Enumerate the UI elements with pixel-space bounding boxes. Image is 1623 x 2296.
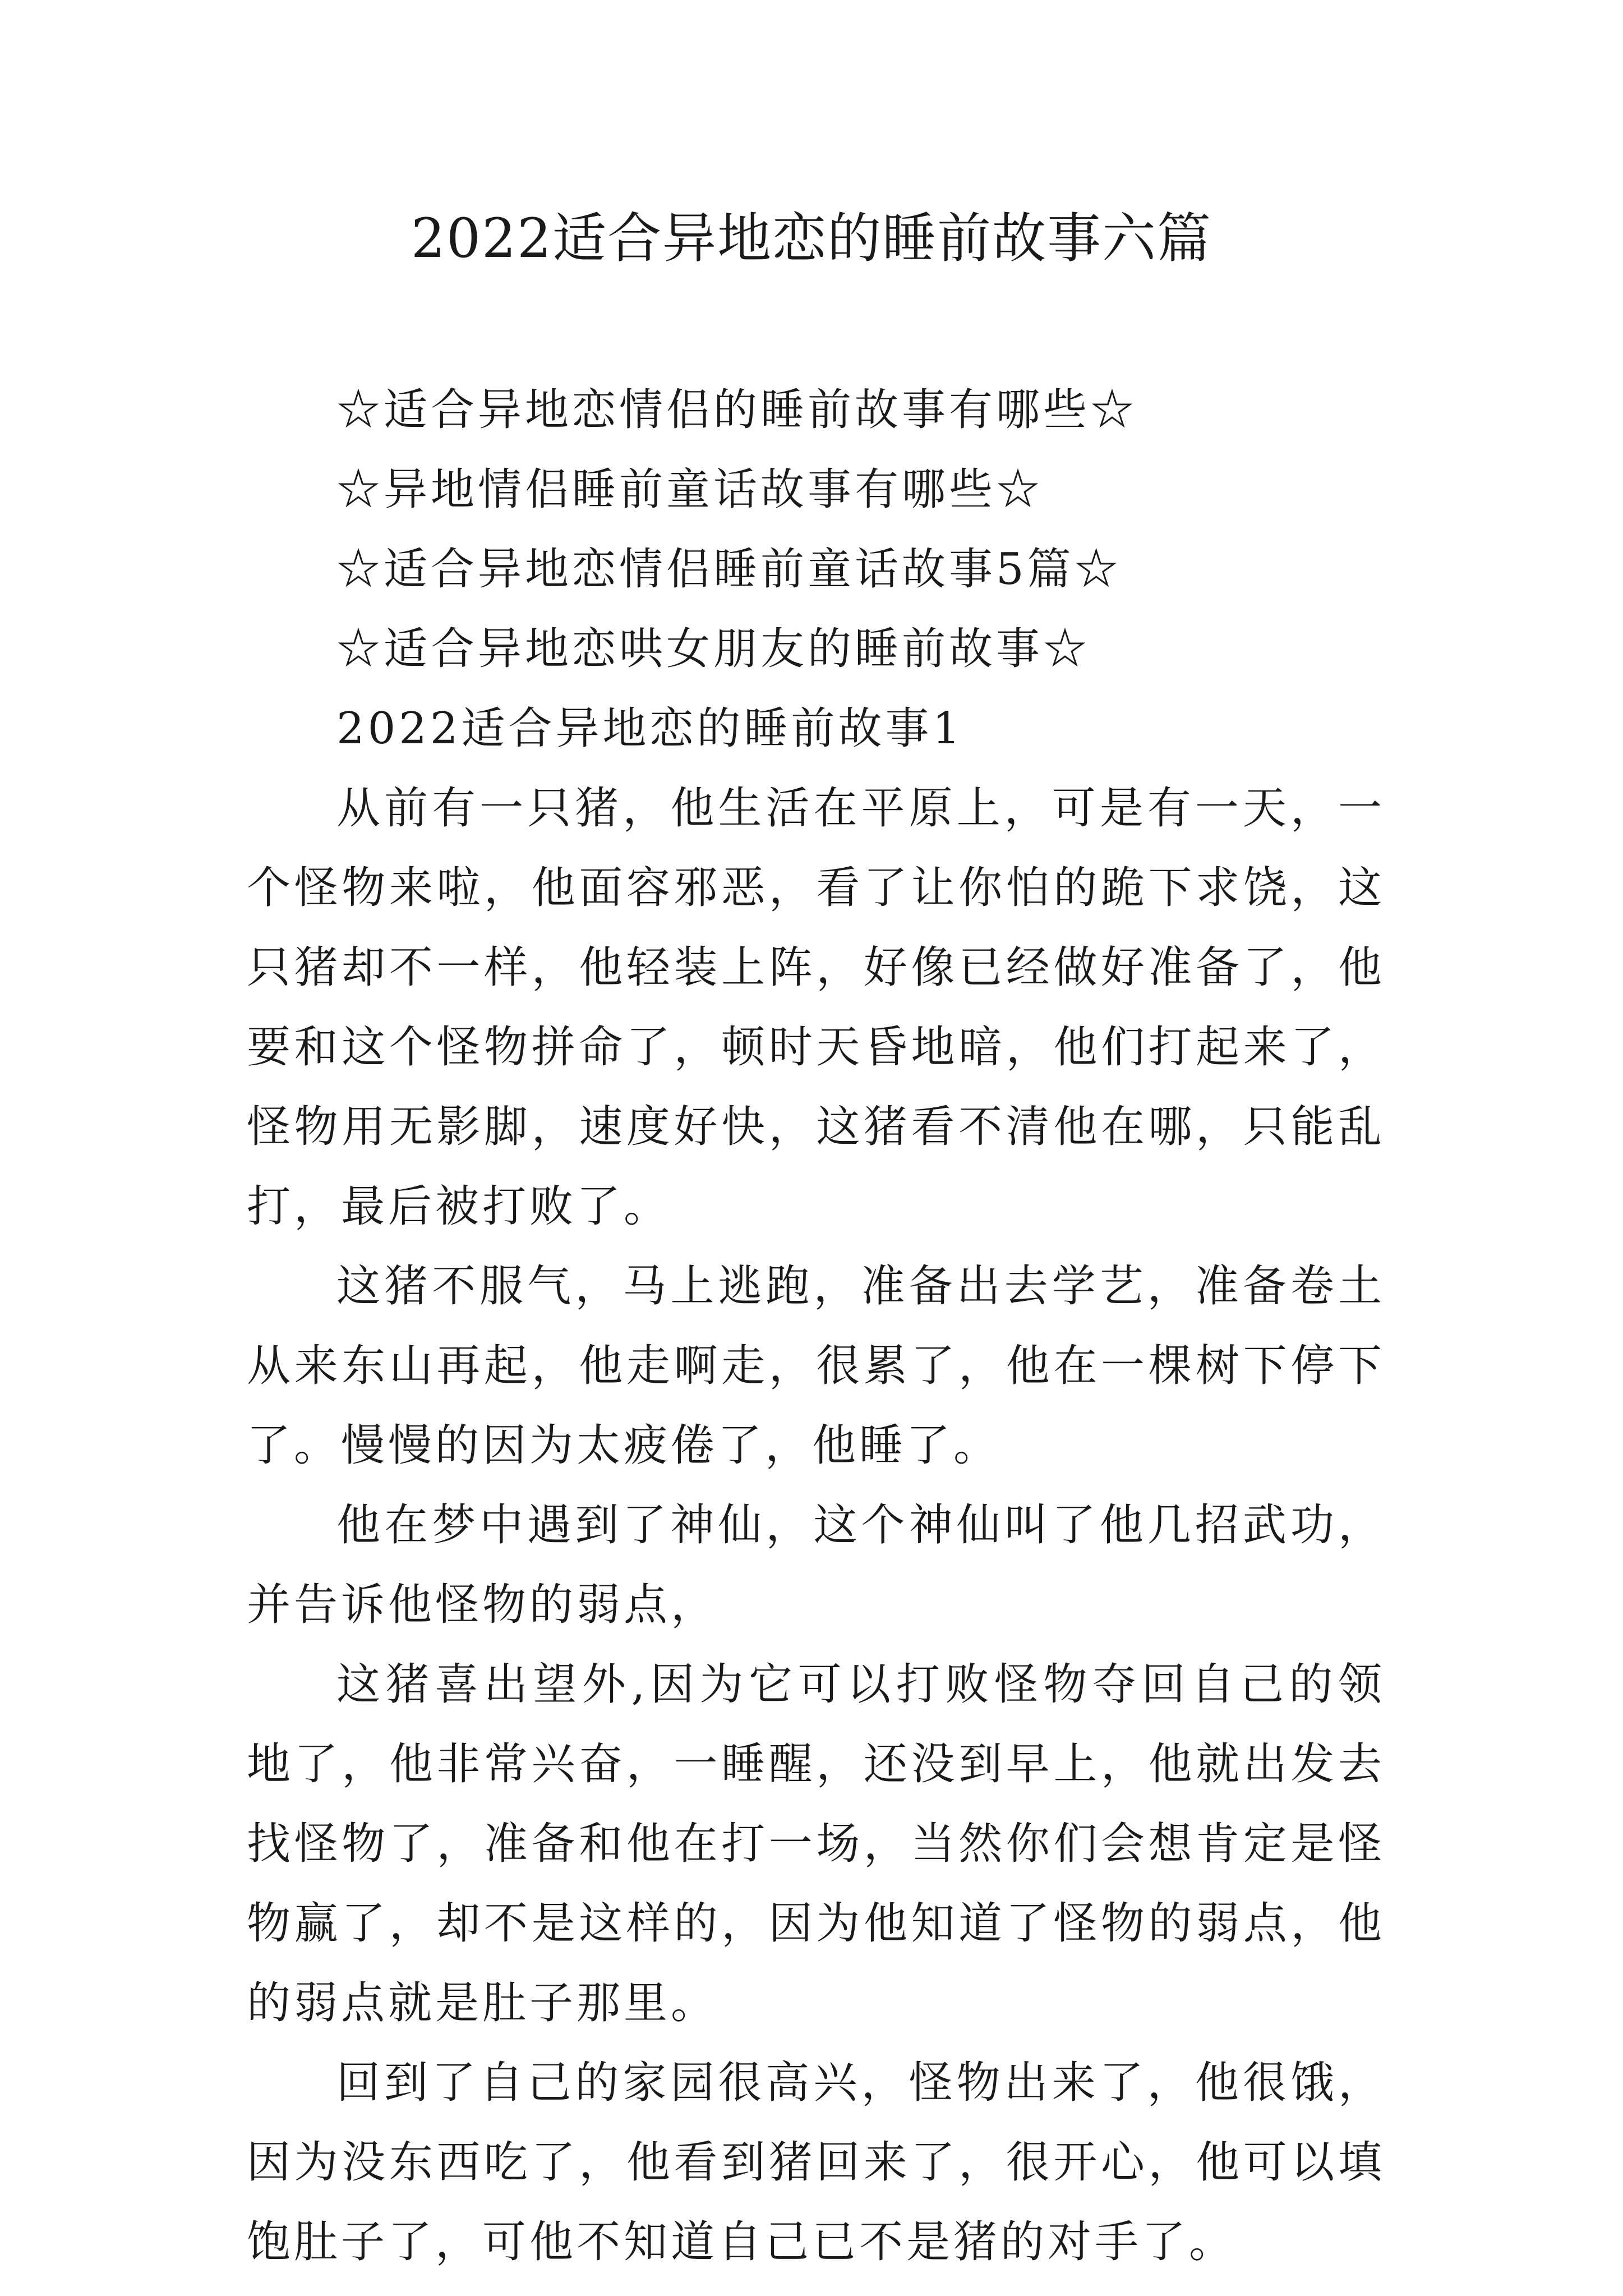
story-paragraph: 他在梦中遇到了神仙，这个神仙叫了他几招武功，并告诉他怪物的弱点， xyxy=(247,1500,1385,1630)
story-paragraph: 回到了自己的家园很高兴，怪物出来了，他很饿，因为没东西吃了，他看到猪回来了，很开心，他可以填饱肚子了，可他不知道自己已不是猪的对手了。 xyxy=(247,2058,1385,2267)
toc-item: ☆适合异地恋情侣睡前童话故事5篇☆ xyxy=(336,544,1122,595)
document-title: 2022适合异地恋的睡前故事六篇 xyxy=(411,207,1212,270)
story-paragraph: 这猪不服气，马上逃跑，准备出去学艺，准备卷土从来东山再起，他走啊走，很累了，他在一棵树下停下了。慢慢的因为太疲倦了，他睡了。 xyxy=(247,1261,1385,1471)
document-body xyxy=(247,370,1385,2282)
toc-item: ☆异地情侣睡前童话故事有哪些☆ xyxy=(336,464,1044,515)
story-paragraph: 从前有一只猪，他生活在平原上，可是有一天，一个怪物来啦，他面容邪恶，看了让你怕的跪下求饶，这只猪却不一样，他轻装上阵，好像已经做好准备了，他要和这个怪物拼命了，顿时天昏地暗，他们打起来了，怪物用无影脚，速度好快，这猪看不清他在哪，只能乱打，最后被打败了。 xyxy=(247,783,1385,1232)
story-paragraph: 这猪喜出望外,因为它可以打败怪物夺回自己的领地了，他非常兴奋，一睡醒，还没到早上，他就出发去找怪物了，准备和他在打一场，当然你们会想肯定是怪物赢了，却不是这样的，因为他知道了怪物的弱点，他的弱点就是肚子那里。 xyxy=(247,1659,1385,2028)
toc-item: ☆适合异地恋情侣的睡前故事有哪些☆ xyxy=(336,385,1138,435)
toc-item: ☆适合异地恋哄女朋友的睡前故事☆ xyxy=(336,624,1091,674)
section-heading: 2022适合异地恋的睡前故事1 xyxy=(336,703,964,754)
